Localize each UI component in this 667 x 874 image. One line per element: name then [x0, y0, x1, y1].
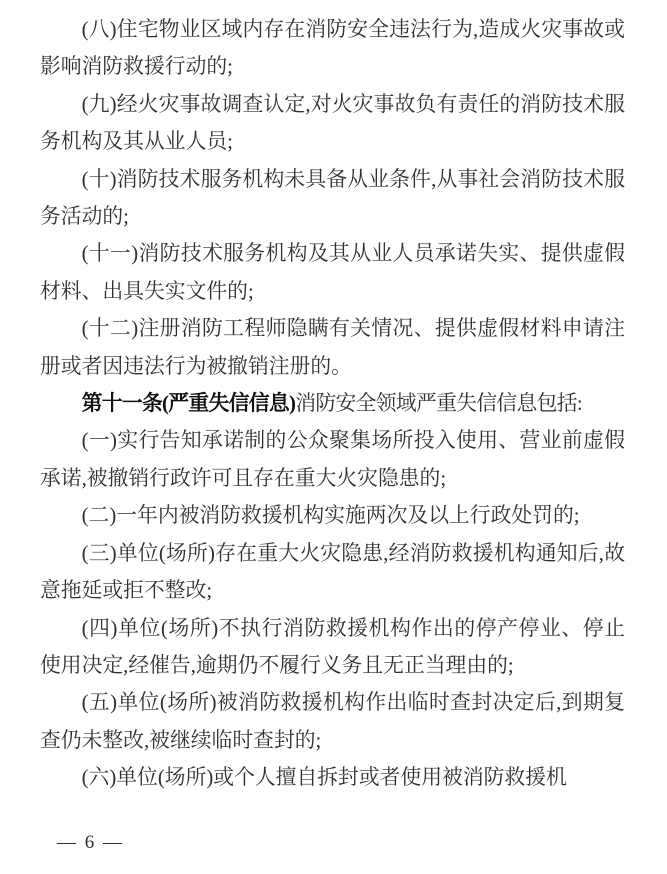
- clause-paragraph: (三)单位(场所)存在重大火灾隐患,经消防救援机构通知后,故意拖延或拒不整改;: [40, 541, 625, 603]
- page-number: — 6 —: [57, 832, 124, 853]
- clause-paragraph: (十二)注册消防工程师隐瞒有关情况、提供虚假材料申请注册或者因违法行为被撤销注册的。: [40, 317, 625, 378]
- clause-paragraph: (十一)消防技术服务机构及其从业人员承诺失实、提供虚假材料、出具失实文件的;: [40, 242, 625, 303]
- clause-paragraph: (十)消防技术服务机构未具备从业条件,从事社会消防技术服务活动的;: [40, 167, 625, 229]
- clause-paragraph: (八)住宅物业区域内存在消防安全违法行为,造成火灾事故或影响消防救援行动的;: [40, 18, 625, 79]
- article-paragraph: 第十一条(严重失信信息)消防安全领域严重失信信息包括:: [81, 392, 582, 416]
- article-heading: 第十一条(严重失信信息): [81, 392, 296, 416]
- clause-paragraph: (二)一年内被消防救援机构实施两次及以上行政处罚的;: [81, 504, 580, 528]
- document-body: [40, 11, 625, 797]
- clause-paragraph: (六)单位(场所)或个人擅自拆封或者使用被消防救援机: [81, 766, 567, 790]
- clause-paragraph: (四)单位(场所)不执行消防救援机构作出的停产停业、停止使用决定,经催告,逾期仍不履行义务且无正当理由的;: [40, 616, 625, 677]
- clause-paragraph: (一)实行告知承诺制的公众聚集场所投入使用、营业前虚假承诺,被撤销行政许可且存在重大火灾隐患的;: [40, 429, 625, 490]
- clause-paragraph: (九)经火灾事故调查认定,对火灾事故负有责任的消防技术服务机构及其从业人员;: [40, 92, 625, 154]
- clause-paragraph: (五)单位(场所)被消防救援机构作出临时查封决定后,到期复查仍未整改,被继续临时查封的;: [40, 691, 625, 752]
